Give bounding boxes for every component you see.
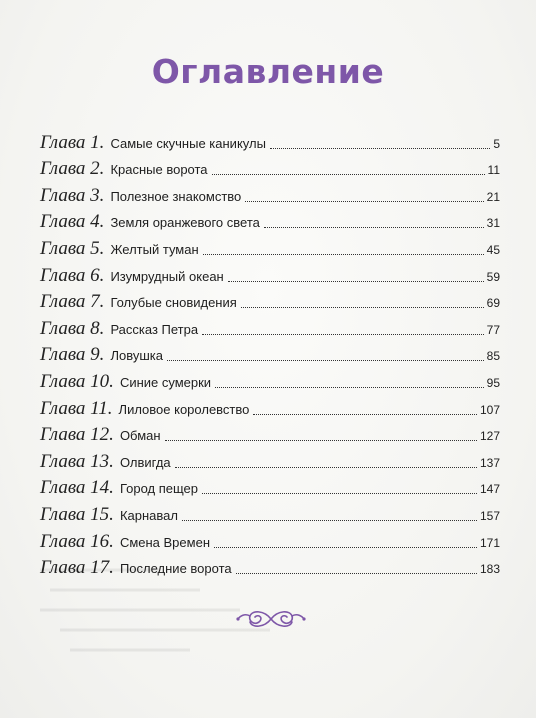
toc-entry[interactable] — [40, 312, 500, 339]
dot-leader — [182, 520, 477, 521]
chapter-title: Карнавал — [119, 507, 178, 523]
dot-leader — [212, 174, 485, 175]
chapter-title: Самые скучные каникулы — [110, 135, 266, 151]
dot-leader — [165, 440, 477, 441]
dot-leader — [241, 307, 484, 308]
page-number: 59 — [486, 269, 500, 284]
chapter-title: Олвигда — [119, 454, 171, 470]
chapter-title: Красные ворота — [110, 162, 208, 178]
chapter-label: Глава 7. — [40, 291, 105, 313]
toc-entry[interactable] — [40, 339, 500, 366]
chapter-title: Земля оранжевого света — [110, 215, 260, 231]
chapter-label: Глава 1. — [40, 131, 105, 153]
page-number: 11 — [487, 163, 500, 178]
page-number: 137 — [479, 455, 500, 470]
page-number: 69 — [486, 296, 500, 311]
page-number: 5 — [493, 136, 500, 151]
page-title: Оглавление — [151, 52, 385, 91]
dot-leader — [245, 201, 483, 202]
toc-entry[interactable] — [40, 419, 500, 446]
chapter-title: Синие сумерки — [119, 374, 212, 390]
toc-entry[interactable] — [40, 392, 500, 419]
chapter-label: Глава 11. — [40, 397, 113, 419]
page-number: 157 — [479, 508, 500, 523]
table-of-contents — [40, 126, 500, 578]
toc-entry[interactable] — [40, 365, 500, 392]
chapter-title: Последние ворота — [119, 561, 232, 577]
page-number: 171 — [479, 535, 500, 550]
page-number: 147 — [479, 482, 500, 497]
toc-entry[interactable] — [40, 525, 500, 552]
chapter-label: Глава 13. — [40, 450, 114, 472]
chapter-title: Смена Времен — [119, 534, 210, 550]
dot-leader — [202, 493, 477, 494]
toc-entry[interactable] — [40, 126, 500, 153]
dot-leader — [203, 254, 484, 255]
chapter-label: Глава 17. — [40, 557, 114, 579]
chapter-label: Глава 3. — [40, 184, 105, 206]
dot-leader — [214, 547, 477, 548]
dot-leader — [228, 281, 484, 282]
dot-leader — [264, 227, 484, 228]
chapter-label: Глава 2. — [40, 158, 105, 180]
page-number: 45 — [486, 242, 500, 257]
dot-leader — [202, 334, 484, 335]
page-number: 183 — [479, 562, 500, 577]
toc-entry[interactable] — [40, 179, 500, 206]
chapter-label: Глава 12. — [40, 424, 114, 446]
chapter-label: Глава 14. — [40, 477, 114, 499]
page-number: 85 — [486, 349, 500, 364]
chapter-title: Лиловое королевство — [118, 401, 250, 417]
toc-entry[interactable] — [40, 445, 500, 472]
chapter-title: Изумрудный океан — [110, 268, 224, 284]
page-number: 77 — [486, 322, 500, 337]
page-number: 31 — [486, 216, 500, 231]
toc-entry[interactable] — [40, 206, 500, 233]
chapter-label: Глава 6. — [40, 264, 105, 286]
chapter-title: Город пещер — [119, 481, 198, 497]
toc-entry[interactable] — [40, 472, 500, 499]
toc-entry[interactable] — [40, 153, 500, 180]
chapter-label: Глава 9. — [40, 344, 105, 366]
dot-leader — [270, 148, 490, 149]
toc-entry[interactable] — [40, 286, 500, 313]
bleed-through-texture — [40, 557, 280, 670]
chapter-title: Голубые сновидения — [110, 295, 237, 311]
chapter-label: Глава 16. — [40, 530, 114, 552]
chapter-label: Глава 10. — [40, 370, 114, 392]
chapter-label: Глава 5. — [40, 237, 105, 259]
chapter-title: Желтый туман — [110, 241, 199, 257]
dot-leader — [253, 414, 477, 415]
page-number: 95 — [486, 375, 500, 390]
page-number: 21 — [486, 189, 500, 204]
chapter-title: Обман — [119, 428, 161, 444]
dot-leader — [215, 387, 484, 388]
dot-leader — [167, 360, 484, 361]
chapter-title: Полезное знакомство — [110, 188, 242, 204]
chapter-title: Рассказ Петра — [110, 321, 199, 337]
toc-entry[interactable] — [40, 232, 500, 259]
chapter-label: Глава 8. — [40, 317, 105, 339]
chapter-label: Глава 15. — [40, 503, 114, 525]
page-number: 127 — [479, 429, 500, 444]
chapter-title: Ловушка — [110, 348, 163, 364]
dot-leader — [175, 467, 477, 468]
chapter-label: Глава 4. — [40, 211, 105, 233]
toc-entry[interactable] — [40, 498, 500, 525]
toc-entry[interactable] — [40, 259, 500, 286]
page-number: 107 — [479, 402, 500, 417]
